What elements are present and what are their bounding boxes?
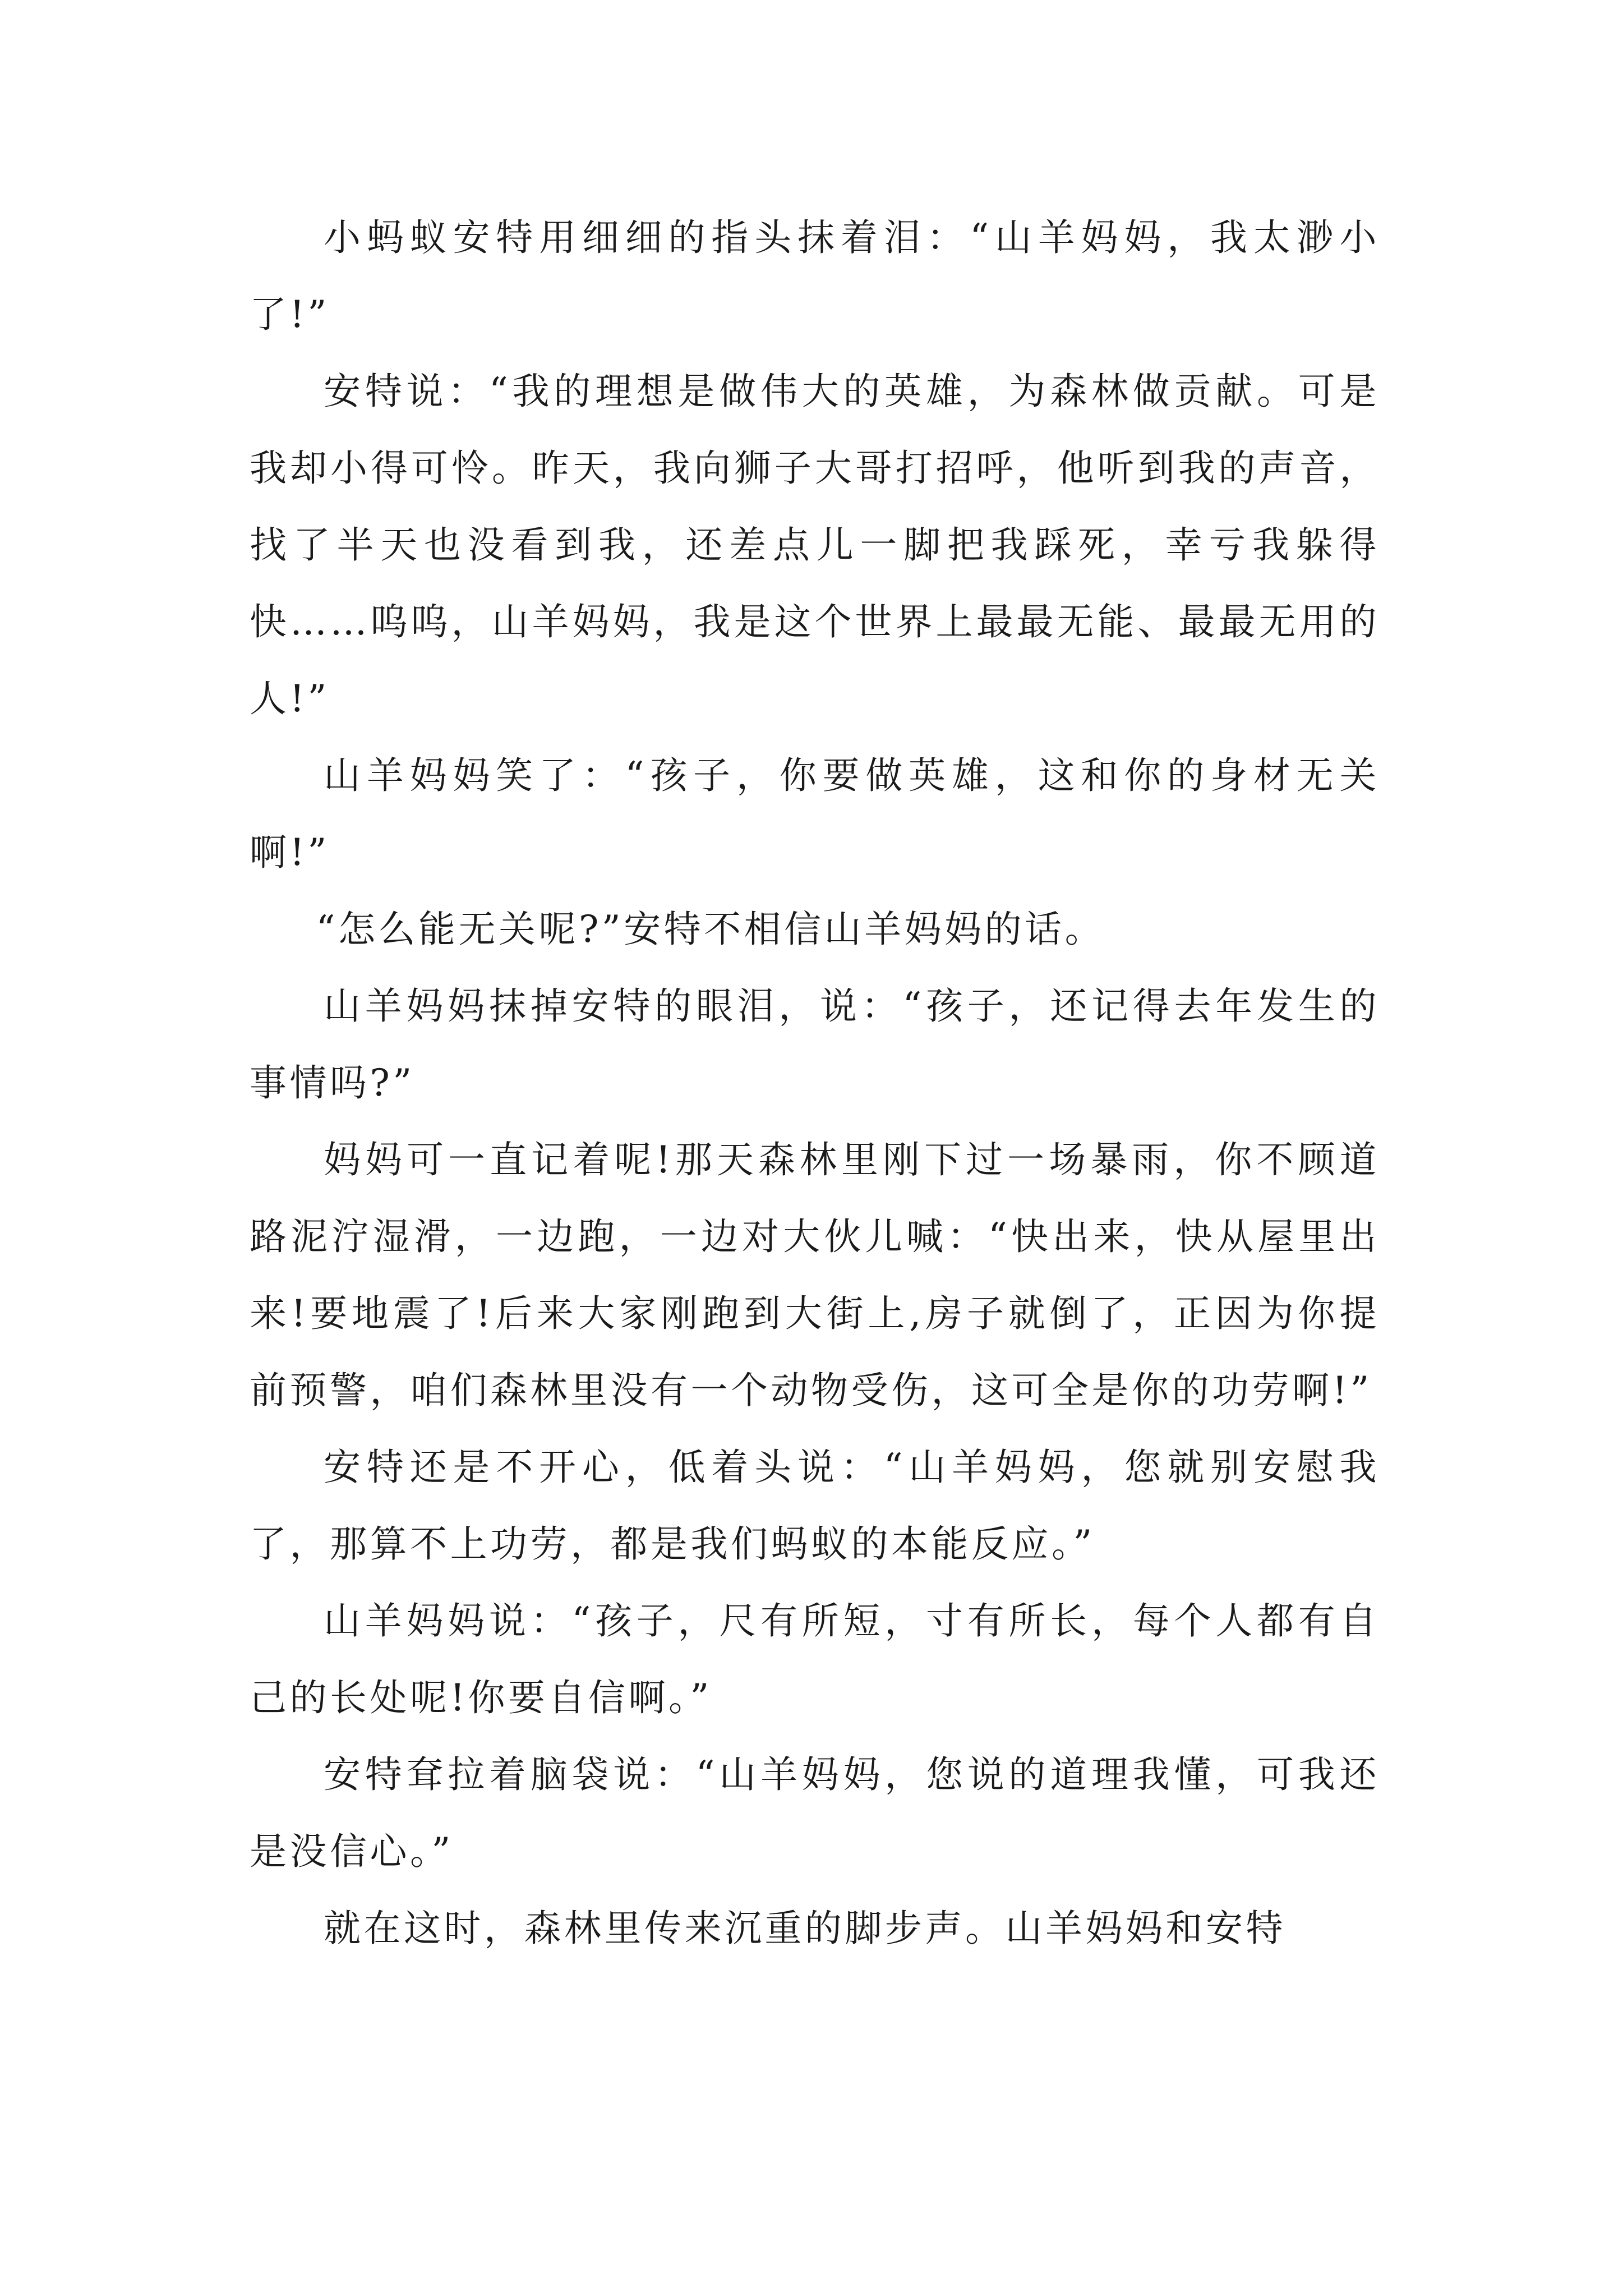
paragraph-8: 山羊妈妈说：“孩子，尺有所短，寸有所长，每个人都有自己的长处呢!你要自信啊。” — [250, 1599, 1380, 1719]
paragraph-1: 小蚂蚁安特用细细的指头抹着泪：“山羊妈妈，我太渺小了!” — [250, 216, 1380, 336]
paragraph-3: 山羊妈妈笑了：“孩子，你要做英雄，这和你的身材无关啊!” — [250, 754, 1380, 874]
paragraph-2: 安特说：“我的理想是做伟大的英雄，为森林做贡献。可是我却小得可怜。昨天，我向狮子大哥打招呼，他听到我的声音，找了半天也没看到我，还差点儿一脚把我踩死，幸亏我躲得快……呜呜，山羊妈妈，我是这个世界上最最无能、最最无用的人!” — [250, 370, 1380, 720]
story-text — [250, 199, 1380, 1967]
paragraph-5: 山羊妈妈抹掉安特的眼泪，说：“孩子，还记得去年发生的事情吗?” — [250, 984, 1380, 1105]
paragraph-4: “怎么能无关呢?”安特不相信山羊妈妈的话。 — [316, 908, 1105, 951]
paragraph-7: 安特还是不开心，低着头说：“山羊妈妈，您就别安慰我了，那算不上功劳，都是我们蚂蚁的本能反应。” — [250, 1446, 1380, 1566]
paragraph-6: 妈妈可一直记着呢!那天森林里刚下过一场暴雨，你不顾道路泥泞湿滑，一边跑，一边对大伙儿喊：“快出来，快从屋里出来!要地震了!后来大家刚跑到大街上,房子就倒了，正因为你提前预警，咱们森林里没有一个动物受伤，这可全是你的功劳啊!” — [250, 1138, 1380, 1412]
paragraph-10: 就在这时，森林里传来沉重的脚步声。山羊妈妈和安特 — [324, 1907, 1286, 1950]
paragraph-9: 安特耷拉着脑袋说：“山羊妈妈，您说的道理我懂，可我还是没信心。” — [250, 1753, 1380, 1873]
